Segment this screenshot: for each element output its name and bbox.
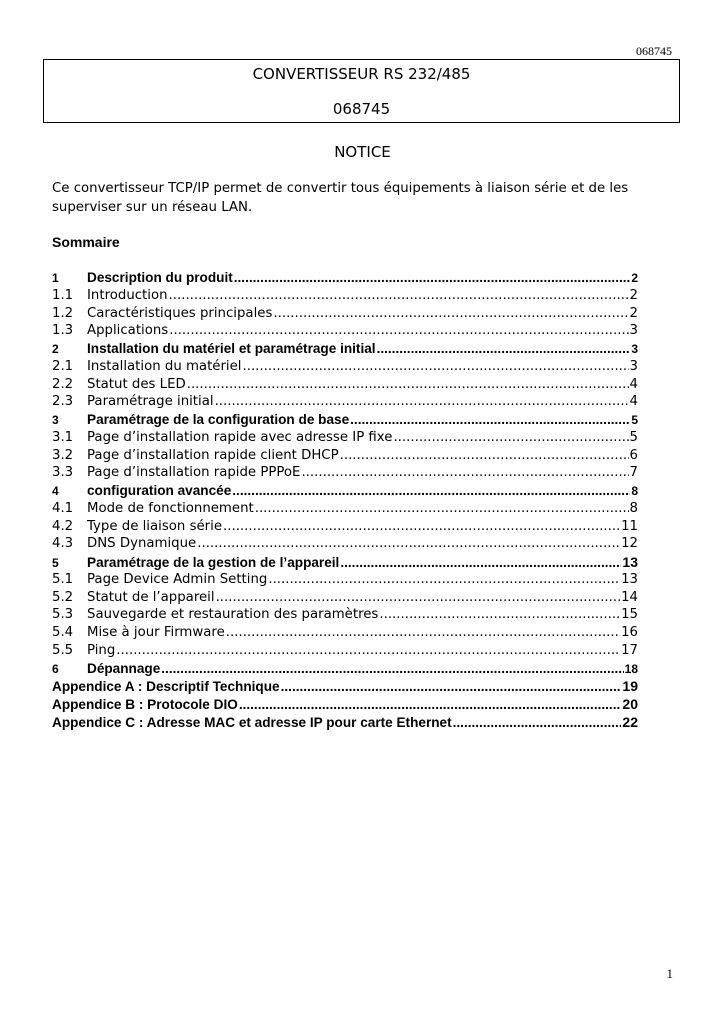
toc-leader bbox=[273, 306, 628, 321]
toc-leader bbox=[239, 697, 622, 712]
toc-page: 8 bbox=[629, 500, 638, 516]
toc-entry[interactable] bbox=[52, 554, 638, 572]
toc-title: Statut de l’appareil bbox=[87, 589, 215, 605]
toc-number: 1 bbox=[52, 271, 59, 285]
toc-page: 18 bbox=[624, 661, 638, 676]
toc-title: Page d’installation rapide PPPoE bbox=[87, 465, 301, 481]
toc-leader bbox=[350, 412, 630, 427]
toc-title: Paramétrage de la gestion de l’appareil bbox=[87, 555, 340, 570]
toc-page: 7 bbox=[629, 465, 638, 481]
page-number: 1 bbox=[666, 966, 673, 981]
toc-entry[interactable] bbox=[52, 501, 638, 519]
toc-leader bbox=[453, 715, 622, 730]
toc-entry[interactable] bbox=[52, 661, 638, 679]
toc-leader bbox=[393, 430, 628, 445]
toc-leader bbox=[301, 465, 628, 480]
toc-title: Description du produit bbox=[87, 270, 233, 285]
toc-page: 5 bbox=[631, 413, 638, 427]
toc-title: DNS Dynamique bbox=[87, 536, 197, 552]
toc-entry[interactable] bbox=[52, 572, 638, 590]
toc-number: 6 bbox=[52, 661, 59, 676]
summary-heading: Sommaire bbox=[52, 234, 120, 250]
toc-leader bbox=[377, 341, 631, 356]
toc-appendix-entry[interactable] bbox=[52, 678, 638, 696]
toc-entry[interactable] bbox=[52, 359, 638, 377]
toc-entry[interactable] bbox=[52, 288, 638, 306]
toc-page: 4 bbox=[629, 376, 638, 392]
toc-number: 1.2 bbox=[52, 305, 74, 321]
toc-number: 3.2 bbox=[52, 447, 74, 463]
toc-title: Appendice B : Protocole DIO bbox=[52, 697, 238, 712]
toc-title: Page Device Admin Setting bbox=[87, 571, 268, 587]
document-reference: 068745 bbox=[636, 44, 672, 58]
toc-title: Applications bbox=[87, 323, 169, 339]
toc-entry[interactable] bbox=[52, 430, 638, 448]
toc-page: 13 bbox=[621, 571, 638, 587]
toc-title: Page d’installation rapide avec adresse IP fixe bbox=[87, 429, 393, 445]
toc-leader bbox=[234, 270, 631, 285]
toc-number: 4 bbox=[52, 484, 59, 498]
document-reference-code: 068745 bbox=[332, 100, 391, 118]
toc-leader bbox=[215, 394, 629, 409]
toc-entry[interactable] bbox=[52, 465, 638, 483]
toc-leader bbox=[255, 501, 629, 516]
toc-number: 4.1 bbox=[52, 500, 74, 516]
intro-paragraph: Ce convertisseur TCP/IP permet de convertir tous équipements à liaison série et de les superviser sur un réseau LAN. bbox=[52, 181, 629, 215]
toc-title: Caractéristiques principales bbox=[87, 305, 273, 321]
toc-title: Appendice A : Descriptif Technique bbox=[52, 679, 280, 695]
toc-number: 2.3 bbox=[52, 394, 74, 410]
toc-title: Page d’installation rapide client DHCP bbox=[87, 447, 339, 463]
toc-page: 6 bbox=[629, 447, 638, 463]
toc-page: 14 bbox=[621, 589, 638, 605]
toc-number: 5 bbox=[52, 556, 59, 570]
toc-leader bbox=[268, 572, 620, 587]
toc-entry[interactable] bbox=[52, 341, 638, 359]
toc-title: Dépannage bbox=[87, 660, 161, 676]
toc-page: 5 bbox=[629, 429, 638, 445]
toc-leader bbox=[379, 607, 620, 622]
toc-title: Paramétrage de la configuration de base bbox=[87, 412, 350, 427]
toc-appendix-entry[interactable] bbox=[52, 696, 638, 714]
toc-number: 5.3 bbox=[52, 607, 74, 623]
toc-title: Appendice C : Adresse MAC et adresse IP pour carte Ethernet bbox=[52, 714, 452, 730]
toc-number: 1.1 bbox=[52, 287, 74, 303]
toc-leader bbox=[161, 661, 623, 676]
toc-entry[interactable] bbox=[52, 306, 638, 324]
toc-page: 12 bbox=[621, 536, 638, 552]
toc-entry[interactable] bbox=[52, 483, 638, 501]
toc-page: 2 bbox=[631, 271, 638, 285]
toc-page: 8 bbox=[631, 484, 638, 498]
document-title: CONVERTISSEUR RS 232/485 bbox=[252, 65, 471, 83]
toc-number: 4.2 bbox=[52, 518, 74, 534]
toc-title: configuration avancée bbox=[87, 483, 232, 498]
toc-number: 1.3 bbox=[52, 323, 74, 339]
toc-number: 3.3 bbox=[52, 465, 74, 481]
toc-title: Ping bbox=[87, 642, 116, 658]
toc-entry[interactable] bbox=[52, 519, 638, 537]
toc-page: 3 bbox=[631, 342, 638, 356]
toc-title: Sauvegarde et restauration des paramètres bbox=[87, 607, 379, 623]
toc-leader bbox=[281, 679, 622, 694]
toc-entry[interactable] bbox=[52, 270, 638, 288]
table-of-contents bbox=[52, 270, 638, 732]
toc-entry[interactable] bbox=[52, 643, 638, 661]
toc-leader bbox=[116, 643, 620, 658]
toc-page: 2 bbox=[629, 287, 638, 303]
toc-entry[interactable] bbox=[52, 607, 638, 625]
toc-page: 17 bbox=[621, 642, 638, 658]
toc-leader bbox=[340, 448, 629, 463]
toc-page: 15 bbox=[621, 607, 638, 623]
toc-page: 3 bbox=[629, 358, 638, 374]
toc-entry[interactable] bbox=[52, 394, 638, 412]
toc-leader bbox=[216, 590, 621, 605]
toc-number: 3.1 bbox=[52, 429, 74, 445]
toc-number: 5.2 bbox=[52, 589, 74, 605]
toc-number: 5.4 bbox=[52, 625, 74, 640]
toc-page: 16 bbox=[621, 625, 638, 640]
toc-entry[interactable] bbox=[52, 323, 638, 341]
toc-entry[interactable] bbox=[52, 377, 638, 395]
toc-leader bbox=[340, 555, 621, 570]
toc-number: 4.3 bbox=[52, 536, 74, 552]
toc-leader bbox=[243, 359, 629, 374]
toc-number: 5.1 bbox=[52, 571, 74, 587]
toc-page: 2 bbox=[629, 305, 638, 321]
title-box bbox=[43, 59, 680, 123]
toc-page: 4 bbox=[629, 394, 638, 410]
toc-page: 20 bbox=[622, 696, 638, 712]
toc-number: 5.5 bbox=[52, 642, 74, 658]
toc-title: Statut des LED bbox=[87, 376, 186, 392]
toc-leader bbox=[226, 625, 620, 640]
toc-appendix-entry[interactable] bbox=[52, 714, 638, 732]
toc-leader bbox=[169, 323, 628, 338]
toc-entry[interactable] bbox=[52, 412, 638, 430]
toc-leader bbox=[169, 288, 629, 303]
toc-leader bbox=[197, 536, 620, 551]
toc-entry[interactable] bbox=[52, 536, 638, 554]
toc-page: 11 bbox=[621, 518, 638, 534]
toc-page: 3 bbox=[629, 323, 638, 339]
toc-title: Installation du matériel et paramétrage initial bbox=[87, 341, 376, 356]
toc-page: 19 bbox=[622, 678, 638, 695]
toc-title: Installation du matériel bbox=[87, 358, 242, 374]
toc-number: 2.1 bbox=[52, 358, 74, 374]
toc-entry[interactable] bbox=[52, 625, 638, 643]
toc-title: Mise à jour Firmware bbox=[87, 625, 225, 640]
toc-entry[interactable] bbox=[52, 590, 638, 608]
toc-leader bbox=[232, 483, 630, 498]
toc-number: 2 bbox=[52, 342, 59, 356]
toc-number: 3 bbox=[52, 413, 59, 427]
toc-entry[interactable] bbox=[52, 448, 638, 466]
toc-page: 13 bbox=[622, 554, 638, 570]
toc-title: Introduction bbox=[87, 287, 168, 303]
toc-title: Type de liaison série bbox=[87, 518, 223, 534]
toc-title: Mode de fonctionnement bbox=[87, 500, 254, 516]
notice-heading: NOTICE bbox=[334, 143, 391, 161]
toc-page: 22 bbox=[622, 713, 638, 730]
toc-number: 2.2 bbox=[52, 376, 74, 392]
toc-title: Paramétrage initial bbox=[87, 394, 214, 410]
toc-leader bbox=[223, 519, 620, 534]
toc-leader bbox=[187, 377, 629, 392]
